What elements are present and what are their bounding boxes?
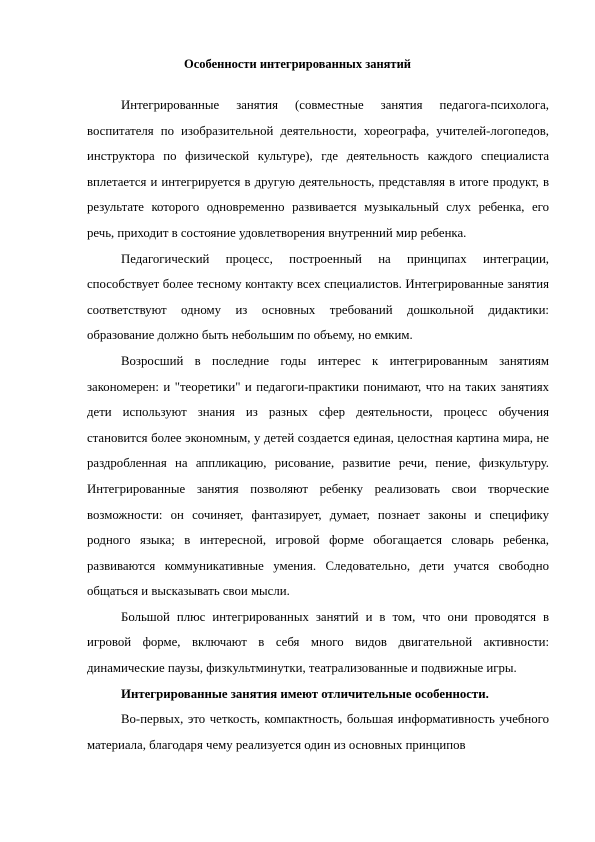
paragraph-integrated-classes-definition: Интегрированные занятия (совместные занятия педагога-психолога, воспитателя по изобразительной деятельности, хореографа, учителей-логопедов, инструктора по физической культуре), где деятельность каждого специалиста вплетается и интегрируется в другую деятельность, представляя в итоге продукт, в результате которого одновременно развивается музыкальный слух ребенка, его речь, приходит в состояние удовлетворения внутренний мир ребенка.: [87, 98, 549, 240]
document-title: Особенности интегрированных занятий: [184, 57, 411, 71]
paragraph-distinctive-features-heading: Интегрированные занятия имеют отличительные особенности.: [121, 686, 489, 701]
paragraph-pedagogical-process: Педагогический процесс, построенный на принципах интеграции, способствует более тесному контакту всех специалистов. Интегрированные занятия соответствуют одному из основных требований дошкольной дидактики: образование должно быть небольшим по объему, но емким.: [87, 251, 549, 343]
document-body: [87, 93, 549, 758]
paragraph-firstly: Во-первых, это четкость, компактность, большая информативность учебного материала, благодаря чему реализуется один из основных принципов: [87, 712, 549, 752]
paragraph-growing-interest: Возросший в последние годы интерес к интегрированным занятиям закономерен: и "теоретики" и педагоги-практики понимают, что на таких занятиях дети используют знания из разных сфер деятельности, процесс обучения становится более экономным, у детей создается единая, целостная картина мира, не раздробленная на аппликацию, рисование, развитие речи, пение, физкультуру. Интегрированные занятия позволяют ребенку реализовать свои творческие возможности: он сочиняет, фантазирует, думает, познает законы и специфику родного языка; в интересной, игровой форме обогащается словарь ребенка, развиваются коммуникативные умения. Следовательно, дети учатся свободно общаться и высказывать свои мысли.: [87, 353, 549, 599]
paragraph-game-form-advantage: Большой плюс интегрированных занятий и в том, что они проводятся в игровой форме, включают в себя много видов двигательной активности: динамические паузы, физкультминутки, театрализованные и подвижные игры.: [87, 609, 549, 676]
